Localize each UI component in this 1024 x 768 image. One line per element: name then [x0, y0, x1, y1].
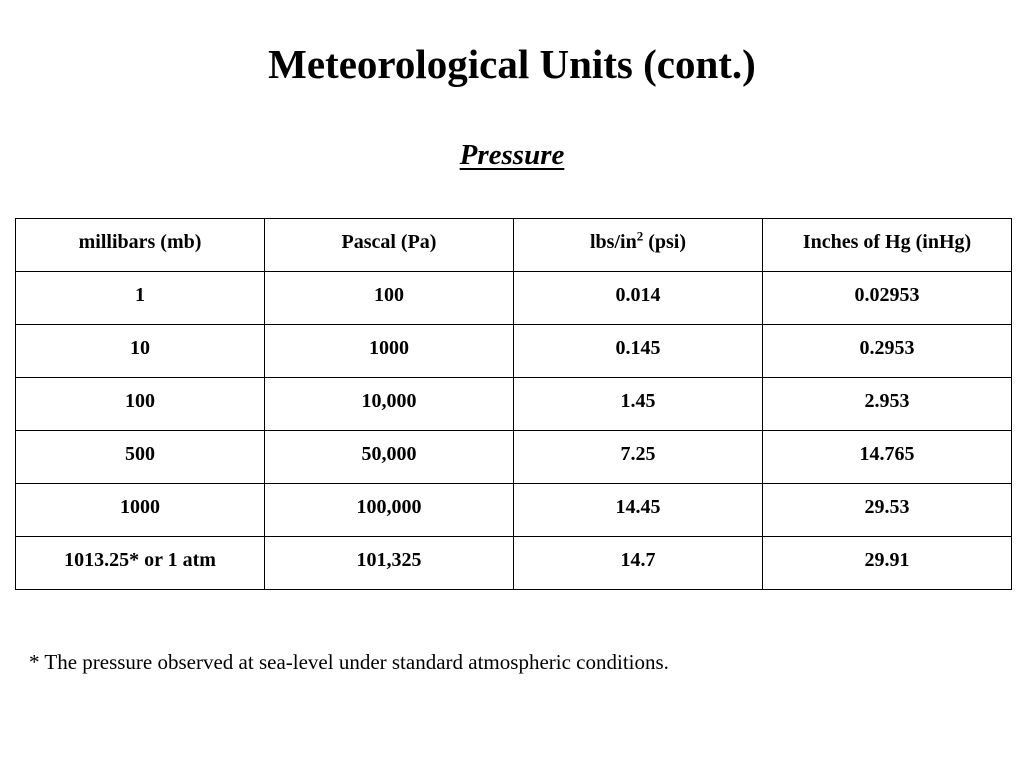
cell-inhg: 14.765: [763, 431, 1012, 484]
cell-inhg: 29.53: [763, 484, 1012, 537]
cell-inhg: 2.953: [763, 378, 1012, 431]
cell-millibars: 1013.25* or 1 atm: [16, 537, 265, 590]
table-row: [16, 378, 1012, 431]
cell-pascal: 101,325: [265, 537, 514, 590]
psi-header-exponent: 2: [636, 228, 644, 244]
table-row: [16, 325, 1012, 378]
column-header-psi: [514, 219, 763, 272]
slide-title: Meteorological Units (cont.): [268, 41, 756, 87]
footnote: * The pressure observed at sea-level under standard atmospheric conditions.: [29, 650, 669, 674]
table-row: [16, 272, 1012, 325]
cell-inhg: 0.2953: [763, 325, 1012, 378]
cell-pascal: 1000: [265, 325, 514, 378]
column-header-pascal: Pascal (Pa): [265, 219, 514, 272]
cell-psi: 0.014: [514, 272, 763, 325]
section-subtitle: Pressure: [459, 139, 565, 171]
cell-psi: 0.145: [514, 325, 763, 378]
column-header-inhg: Inches of Hg (inHg): [763, 219, 1012, 272]
cell-millibars: 1000: [16, 484, 265, 537]
cell-pascal: 100: [265, 272, 514, 325]
cell-psi: 14.7: [514, 537, 763, 590]
table-header-row: [16, 219, 1012, 272]
cell-psi: 14.45: [514, 484, 763, 537]
cell-psi: 1.45: [514, 378, 763, 431]
cell-pascal: 100,000: [265, 484, 514, 537]
pressure-units-table: [15, 218, 1012, 590]
cell-millibars: 1: [16, 272, 265, 325]
table-row: [16, 431, 1012, 484]
psi-header-base: lbs/in: [590, 231, 637, 253]
cell-pascal: 10,000: [265, 378, 514, 431]
cell-millibars: 100: [16, 378, 265, 431]
psi-header-unit: (psi): [643, 231, 686, 253]
cell-inhg: 29.91: [763, 537, 1012, 590]
cell-inhg: 0.02953: [763, 272, 1012, 325]
cell-psi: 7.25: [514, 431, 763, 484]
column-header-millibars: millibars (mb): [16, 219, 265, 272]
cell-millibars: 10: [16, 325, 265, 378]
table-row: [16, 537, 1012, 590]
cell-millibars: 500: [16, 431, 265, 484]
cell-pascal: 50,000: [265, 431, 514, 484]
table-row: [16, 484, 1012, 537]
